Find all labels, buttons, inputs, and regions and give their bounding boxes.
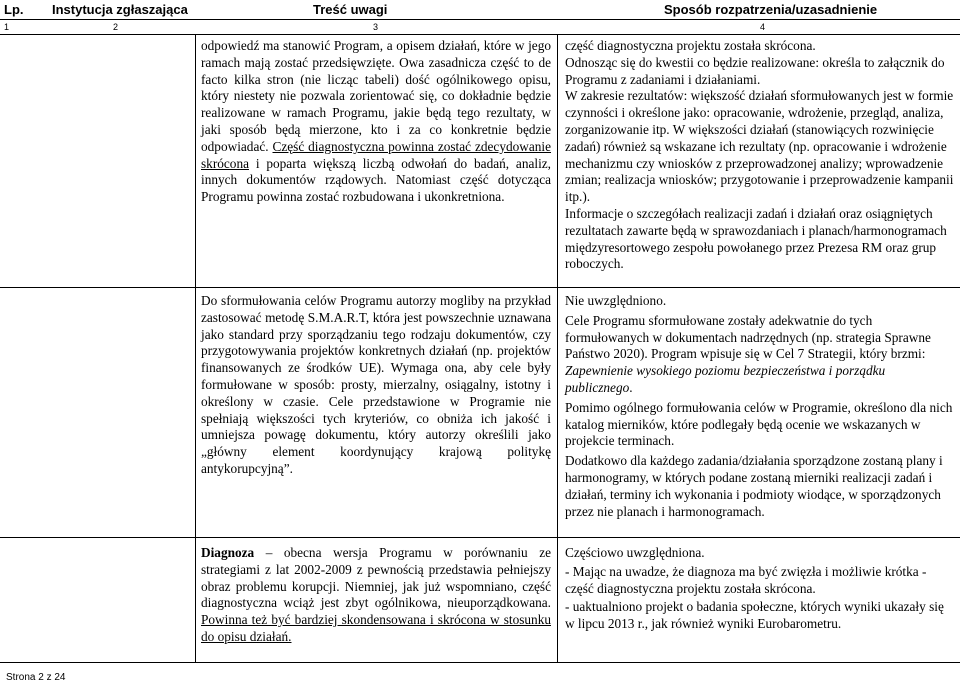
row-1-resolution <box>565 38 955 273</box>
table-header <box>0 0 960 20</box>
row-2-remark-text: Do sformułowania celów Programu autorzy mogliby na przykład zastosować metodę S.M.A.R.T, która jest powszechnie uznawana jako standard przy sporządzaniu tego rodzaju dokumentów, czy przygotowywania projektów konkretnych działań (np. projektów finansowanych ze środków UE). Wymaga ona, aby cele były formułowane w sposób: prosty, mierzalny, osiągalny, istotny i określony w czasie. Cele przedstawione w Programie nie spełniają większości tych kryteriów, co obniża ich jakość i umniejsza powagę dokumentu, który autorzy określili jako „główny element koordynujący krajową politykę antykorupcyjną”. <box>201 293 551 476</box>
row-2-resolution: Nie uwzględniono. Cele Programu sformułowane zostały adekwatnie do tych formułowanych w dokumentach nadrzędnych (np. strategia Sprawne Państwo 2020). Program wpisuje się w Cel 7 Strategii, który brzmi: Zapewnienie wysokiego poziomu bezpieczeństwa i porządku publicznego. Pomimo ogólnego formułowania celów w Programie, określono dla nich katalog mierników, które podlegały będą ocenie we wskazanych w projekcie terminach. Dodatkowo dla każdego zadania/działania sporządzone zostaną plany i harmonogramy, w których podane zostaną mierniki realizacji zadań i działań, terminy ich wykonania i podmioty wiodące, w sporządzonych przez nie planach i harmonogramach. <box>565 293 955 520</box>
row-3-remark-bold: Diagnoza <box>201 545 255 560</box>
row-divider-3 <box>0 662 960 663</box>
row-1-resolution-p1: część diagnostyczna projektu została skrócona. <box>565 38 816 53</box>
row-3-resolution <box>565 545 955 633</box>
row-3-remark-text: – obecna wersja Programu w porównaniu ze strategiami z lat 2002-2009 z pewnością przedstawia pełniejszy obraz problemu korupcji. Niemniej, jak już wspomniano, część diagnostyczna wciąż jest zbyt ogólnikowa, nieuporządkowana. <box>201 545 551 611</box>
row-3-resolution-p3: - uaktualniono projekt o badania społeczne, których wyniki ukazały się w lipcu 2013 r., jak również wyniki Eurobarometru. <box>565 599 944 632</box>
header-institution: Instytucja zgłaszająca <box>52 2 188 17</box>
row-1-remark-text: odpowiedź ma stanowić Program, a opisem działań, które w jego ramach mają zostać przedsięwzięte. Owa zasadnicza część to de facto kilka stron (nie licząc tabeli) dość ogólnikowego opisu, który niestety nie pozwala zorientować się, co dokładnie będzie realizowane w ramach Programu, jakie będą tego rezultaty, w jaki sposób będą mierzone, kto i za co konkretnie będzie odpowiadać. <box>201 38 551 154</box>
header-lp: Lp. <box>4 2 24 17</box>
row-2-remark <box>201 293 551 478</box>
column-number-1: 1 <box>4 22 10 32</box>
row-1-remark-underlined: Część diagnostyczna powinna zostać zdecydowanie skrócona <box>201 138 552 171</box>
row-3-remark-underlined: Powinna też być bardziej skondensowana i skrócona w stosunku do opisu działań. <box>201 612 551 644</box>
column-number-3: 3 <box>373 22 379 32</box>
header-resolution: Sposób rozpatrzenia/uzasadnienie <box>664 2 878 17</box>
row-2-resolution-italic: Zapewnienie wysokiego poziomu bezpieczeństwa i porządku publicznego <box>565 363 886 395</box>
row-3-resolution-p2: - Mając na uwadze, że diagnoza ma być zwięzła i możliwie krótka - część diagnostyczna projektu została skrócona. <box>565 563 927 596</box>
row-2-resolution-p4: Dodatkowo dla każdego zadania/działania sporządzone zostaną plany i harmonogramy, w których podane zostaną mierniki realizacji zadań i działań, terminy ich wykonania i podmioty wiodące, w sporządzonych przez nie planach i harmonogramach. <box>565 453 943 519</box>
row-1-remark-tail: i poparta większą liczbą odwołań do badań, analiz, innych dokumentów rządowych. Natomiast część dotycząca Programu powinna zostać rozbudowana i ukonkretniona. <box>201 155 551 205</box>
row-1-remark <box>201 38 551 206</box>
row-divider-1 <box>0 287 960 288</box>
row-divider-2 <box>0 537 960 538</box>
row-1-resolution-p2: Odnosząc się do kwestii co będzie realizowane: określa to załącznik do Programu z zadaniami i działaniami. <box>565 54 945 87</box>
page-footer: Strona 2 z 24 <box>6 672 66 683</box>
column-divider-remark <box>195 35 196 662</box>
row-2-resolution-p2: Cele Programu sformułowane zostały adekwatnie do tych formułowanych w dokumentach nadrzędnych (np. strategia Sprawne Państwo 2020). Program wpisuje się w Cel 7 Strategii, który brzmi: <box>565 312 931 362</box>
column-numbers <box>0 21 960 35</box>
row-2-resolution-p3: Pomimo ogólnego formułowania celów w Programie, określono dla nich katalog mierników, które podlegały będą ocenie we wskazanych w projekcie terminach. <box>565 399 953 449</box>
row-2-resolution-p1: Nie uwzględniono. <box>565 293 667 308</box>
row-1-resolution-p3: W zakresie rezultatów: większość działań sformułowanych jest w formie czynności i określone jako: opracowanie, wdrożenie, przegląd, analiza, zorganizowanie itp. W większości działań (stanowiących rozwinięcie zadań) również są wskazane ich rezultaty (np. opracowanie i wdrożenie mechanizmu czy wniosków z przeprowadzonej analizy; wprowadzenie zmian; realizacja wniosków; przygotowanie i przeprowadzenie kampanii itp.). <box>565 88 954 205</box>
row-3-resolution-p1: Częściowo uwzględniona. <box>565 545 705 560</box>
header-content: Treść uwagi <box>313 2 388 17</box>
column-number-4: 4 <box>760 22 766 32</box>
row-1-resolution-p4: Informacje o szczegółach realizacji zadań i działań oraz osiągniętych rezultatach zawarte będą w sprawozdaniach i planach/harmonogramach międzyresortowego zespołu powołanego przez Prezesa RM oraz grup roboczych. <box>565 205 947 272</box>
column-number-2: 2 <box>113 22 119 32</box>
row-3-remark <box>201 545 551 646</box>
column-divider-resolution <box>557 35 558 662</box>
